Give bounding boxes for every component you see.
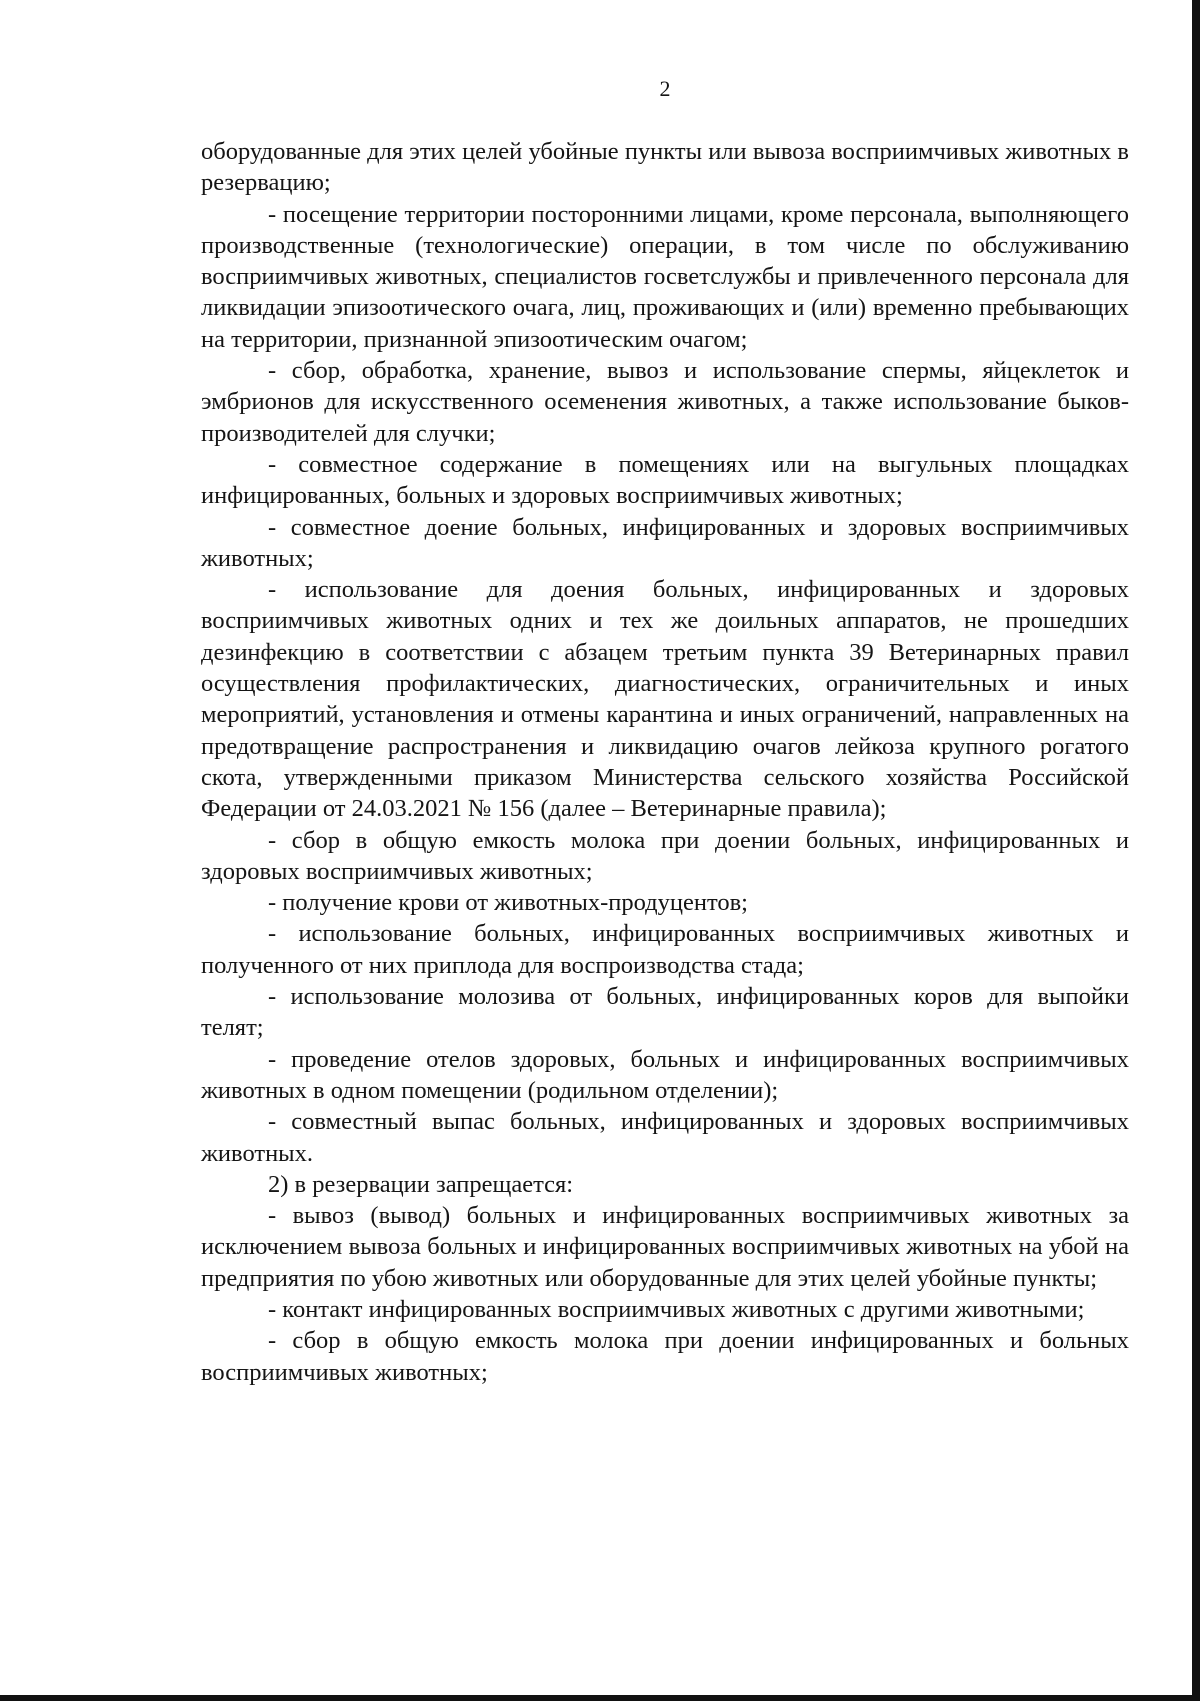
paragraph-milking-equipment-ban: - использование для доения больных, инфицированных и здоровых восприимчивых животных одних и тех же доильных аппаратов, не прошедших дезинфекцию в соответствии с абзацем третьим пункта 39 Ветеринарных правил осуществления профилактических, диагностических, ограничительных и иных мероприятий, установления и отмены карантина и иных ограничений, направленных на предотвращение распространения и ликвидацию очагов лейкоза крупного рогатого скота, утвержденными приказом Министерства сельского хозяйства Российской Федерации от 24.03.2021 № 156 (далее – Ветеринарные правила); — [201, 576, 1129, 823]
paragraph-continuation: оборудованные для этих целей убойные пункты или вывоза восприимчивых животных в резервацию; — [201, 138, 1129, 197]
paragraph-removal-ban: - вывоз (вывод) больных и инфицированных восприимчивых животных за исключением вывоза больных и инфицированных восприимчивых животных на убой на предприятия по убою животных или оборудованные для этих целей убойные пункты; — [201, 1202, 1129, 1292]
paragraph-reproduction-ban: - использование больных, инфицированных восприимчивых животных и полученного от них приплода для воспроизводства стада; — [201, 920, 1129, 979]
scan-edge-bottom — [0, 1695, 1200, 1701]
paragraph-calving-ban: - проведение отелов здоровых, больных и инфицированных восприимчивых животных в одном помещении (родильном отделении); — [201, 1045, 1129, 1104]
paragraph-joint-keeping-ban: - совместное содержание в помещениях или на выгульных площадках инфицированных, больных и здоровых восприимчивых животных; — [201, 450, 1129, 510]
paragraph-joint-milking-ban: - совместное доение больных, инфицированных и здоровых восприимчивых животных; — [201, 513, 1129, 572]
scan-edge-right — [1192, 0, 1200, 1701]
paragraph-colostrum-ban: - использование молозива от больных, инфицированных коров для выпойки телят; — [201, 983, 1129, 1042]
paragraph-semen-collection-ban: - сбор, обработка, хранение, вывоз и использование спермы, яйцеклеток и эмбрионов для искусственного осеменения животных, а также использование быков-производителей для случки; — [201, 357, 1129, 447]
paragraph-reservation-heading: 2) в резервации запрещается: — [268, 1170, 574, 1198]
paragraph-reservation-milk-ban: - сбор в общую емкость молока при доении инфицированных и больных восприимчивых животных; — [201, 1327, 1129, 1386]
page-number: 2 — [659, 76, 671, 101]
paragraph-contact-ban: - контакт инфицированных восприимчивых животных с другими животными; — [268, 1295, 1085, 1323]
paragraph-blood-collection-ban: - получение крови от животных-продуцентов; — [268, 889, 748, 917]
document-body — [201, 136, 1129, 1388]
paragraph-visitor-ban: - посещение территории посторонними лицами, кроме персонала, выполняющего производственные (технологические) операции, в том числе по обслуживанию восприимчивых животных, специалистов госветслужбы и привлеченного персонала для ликвидации эпизоотического очага, лиц, проживающих и (или) временно пребывающих на территории, признанной эпизоотическим очагом; — [201, 200, 1129, 353]
paragraph-milk-collection-ban: - сбор в общую емкость молока при доении больных, инфицированных и здоровых восприимчивых животных; — [201, 826, 1129, 885]
paragraph-grazing-ban: - совместный выпас больных, инфицированных и здоровых восприимчивых животных. — [201, 1108, 1129, 1167]
